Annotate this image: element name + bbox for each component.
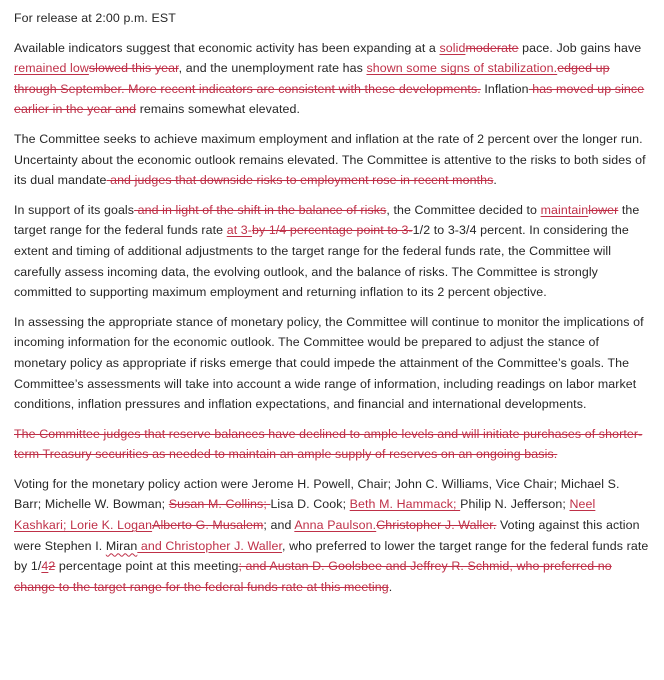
inserted-text: remained low bbox=[14, 61, 89, 76]
text-run: the target range for the federal funds rate bbox=[14, 202, 640, 238]
paragraph bbox=[14, 312, 650, 415]
inserted-text: Neel Kashkari; Lorie K. Logan bbox=[14, 497, 596, 533]
deleted-text: 2 bbox=[48, 559, 56, 574]
text-run: In assessing the appropriate stance of monetary policy, the Committee will continue to monitor the implications of incoming information for the economic outlook. The Committee would be prepared to adjust the stance of monetary policy as appropriate if risks emerge that could impede the attainment of the Committee’s goals. The Committee’s assessments will take into account a wide range of information, including readings on labor market conditions, inflation pressures and inflation expectations, and financial and international developments. bbox=[14, 314, 644, 412]
misspelled-word: Miran bbox=[105, 538, 138, 553]
text-run: Available indicators suggest that economic activity has been expanding at a bbox=[14, 40, 440, 55]
text-run: , and the unemployment rate has bbox=[178, 61, 367, 76]
paragraph bbox=[14, 38, 650, 120]
text-run: Voting against this action were Stephen I. bbox=[14, 518, 640, 553]
text-run: In support of its goals bbox=[14, 202, 135, 217]
text-run: , who preferred to lower the target range for the federal funds rate by 1/ bbox=[14, 538, 649, 574]
text-run: , the Committee decided to bbox=[386, 202, 541, 217]
text-run: Inflation bbox=[480, 81, 529, 96]
deleted-text: Alberto G. Musalem bbox=[152, 518, 264, 533]
deleted-text: Christopher J. Waller. bbox=[376, 518, 497, 533]
deleted-text: moderate bbox=[465, 40, 519, 55]
inserted-text: 4 bbox=[41, 559, 49, 574]
inserted-text: solid bbox=[439, 40, 466, 55]
inserted-text: at 3- bbox=[226, 223, 253, 238]
inserted-text: Beth M. Hammack; bbox=[349, 497, 461, 512]
text-run: Voting for the monetary policy action were Jerome H. Powell, Chair; John C. Williams, Vice Chair; Michael S. Barr; Michelle W. Bowman; bbox=[14, 476, 620, 512]
text-run: percentage point at this meeting bbox=[55, 559, 239, 574]
deleted-text: slowed this year bbox=[88, 61, 179, 76]
deleted-text: has moved up since earlier in the year and bbox=[14, 81, 645, 117]
text-run: . bbox=[388, 579, 393, 594]
statement-body bbox=[14, 8, 650, 597]
text-run: . bbox=[493, 173, 497, 188]
paragraph bbox=[14, 200, 650, 303]
paragraph bbox=[14, 424, 650, 465]
deleted-text: and judges that downside risks to employment rose in recent months bbox=[106, 173, 494, 188]
deleted-text: edged up through September. More recent indicators are consistent with these developments. bbox=[14, 61, 610, 96]
text-run: remains somewhat elevated. bbox=[136, 102, 301, 117]
text-run: The Committee seeks to achieve maximum employment and inflation at the rate of 2 percent over the longer run. Uncertainty about the economic outlook remains elevated. The Committee is attentive to the risks to both sides of its dual mandate bbox=[14, 131, 646, 188]
paragraph bbox=[14, 8, 650, 29]
text-run: For release at 2:00 p.m. EST bbox=[14, 11, 176, 25]
deleted-text: and in light of the shift in the balance of risks bbox=[134, 202, 387, 217]
text-run: Lisa D. Cook; bbox=[270, 497, 350, 512]
deleted-text: The Committee judges that reserve balances have declined to ample levels and will initiate purchases of shorter-term Treasury securities as needed to maintain an ample supply of reserves on an ongoing basis. bbox=[14, 426, 643, 462]
inserted-text: maintain bbox=[540, 202, 589, 217]
deleted-text: Susan M. Collins; bbox=[168, 497, 271, 512]
inserted-text: Anna Paulson. bbox=[294, 518, 377, 533]
text-run: Philip N. Jefferson; bbox=[460, 497, 570, 512]
paragraph bbox=[14, 474, 650, 598]
paragraph bbox=[14, 129, 650, 191]
deleted-text: ; and Austan D. Goolsbee and Jeffrey R. Schmid, who preferred no change to the target range for the federal funds rate at this meeting bbox=[14, 559, 612, 594]
text-run: pace. Job gains have bbox=[518, 40, 642, 55]
deleted-text: by 1/4 percentage point to 3- bbox=[252, 223, 413, 238]
inserted-text: shown some signs of stabilization. bbox=[366, 61, 558, 76]
text-run: 1/2 to 3-3/4 percent. In considering the extent and timing of additional adjustments to the target range for the federal funds rate, the Committee will carefully assess incoming data, the evolving outlook, and the balance of risks. The Committee is strongly committed to supporting maximum employment and returning inflation to its 2 percent objective. bbox=[14, 223, 629, 300]
deleted-text: lower bbox=[588, 202, 619, 217]
text-run: ; and bbox=[263, 518, 295, 533]
inserted-text: and Christopher J. Waller bbox=[137, 538, 283, 553]
